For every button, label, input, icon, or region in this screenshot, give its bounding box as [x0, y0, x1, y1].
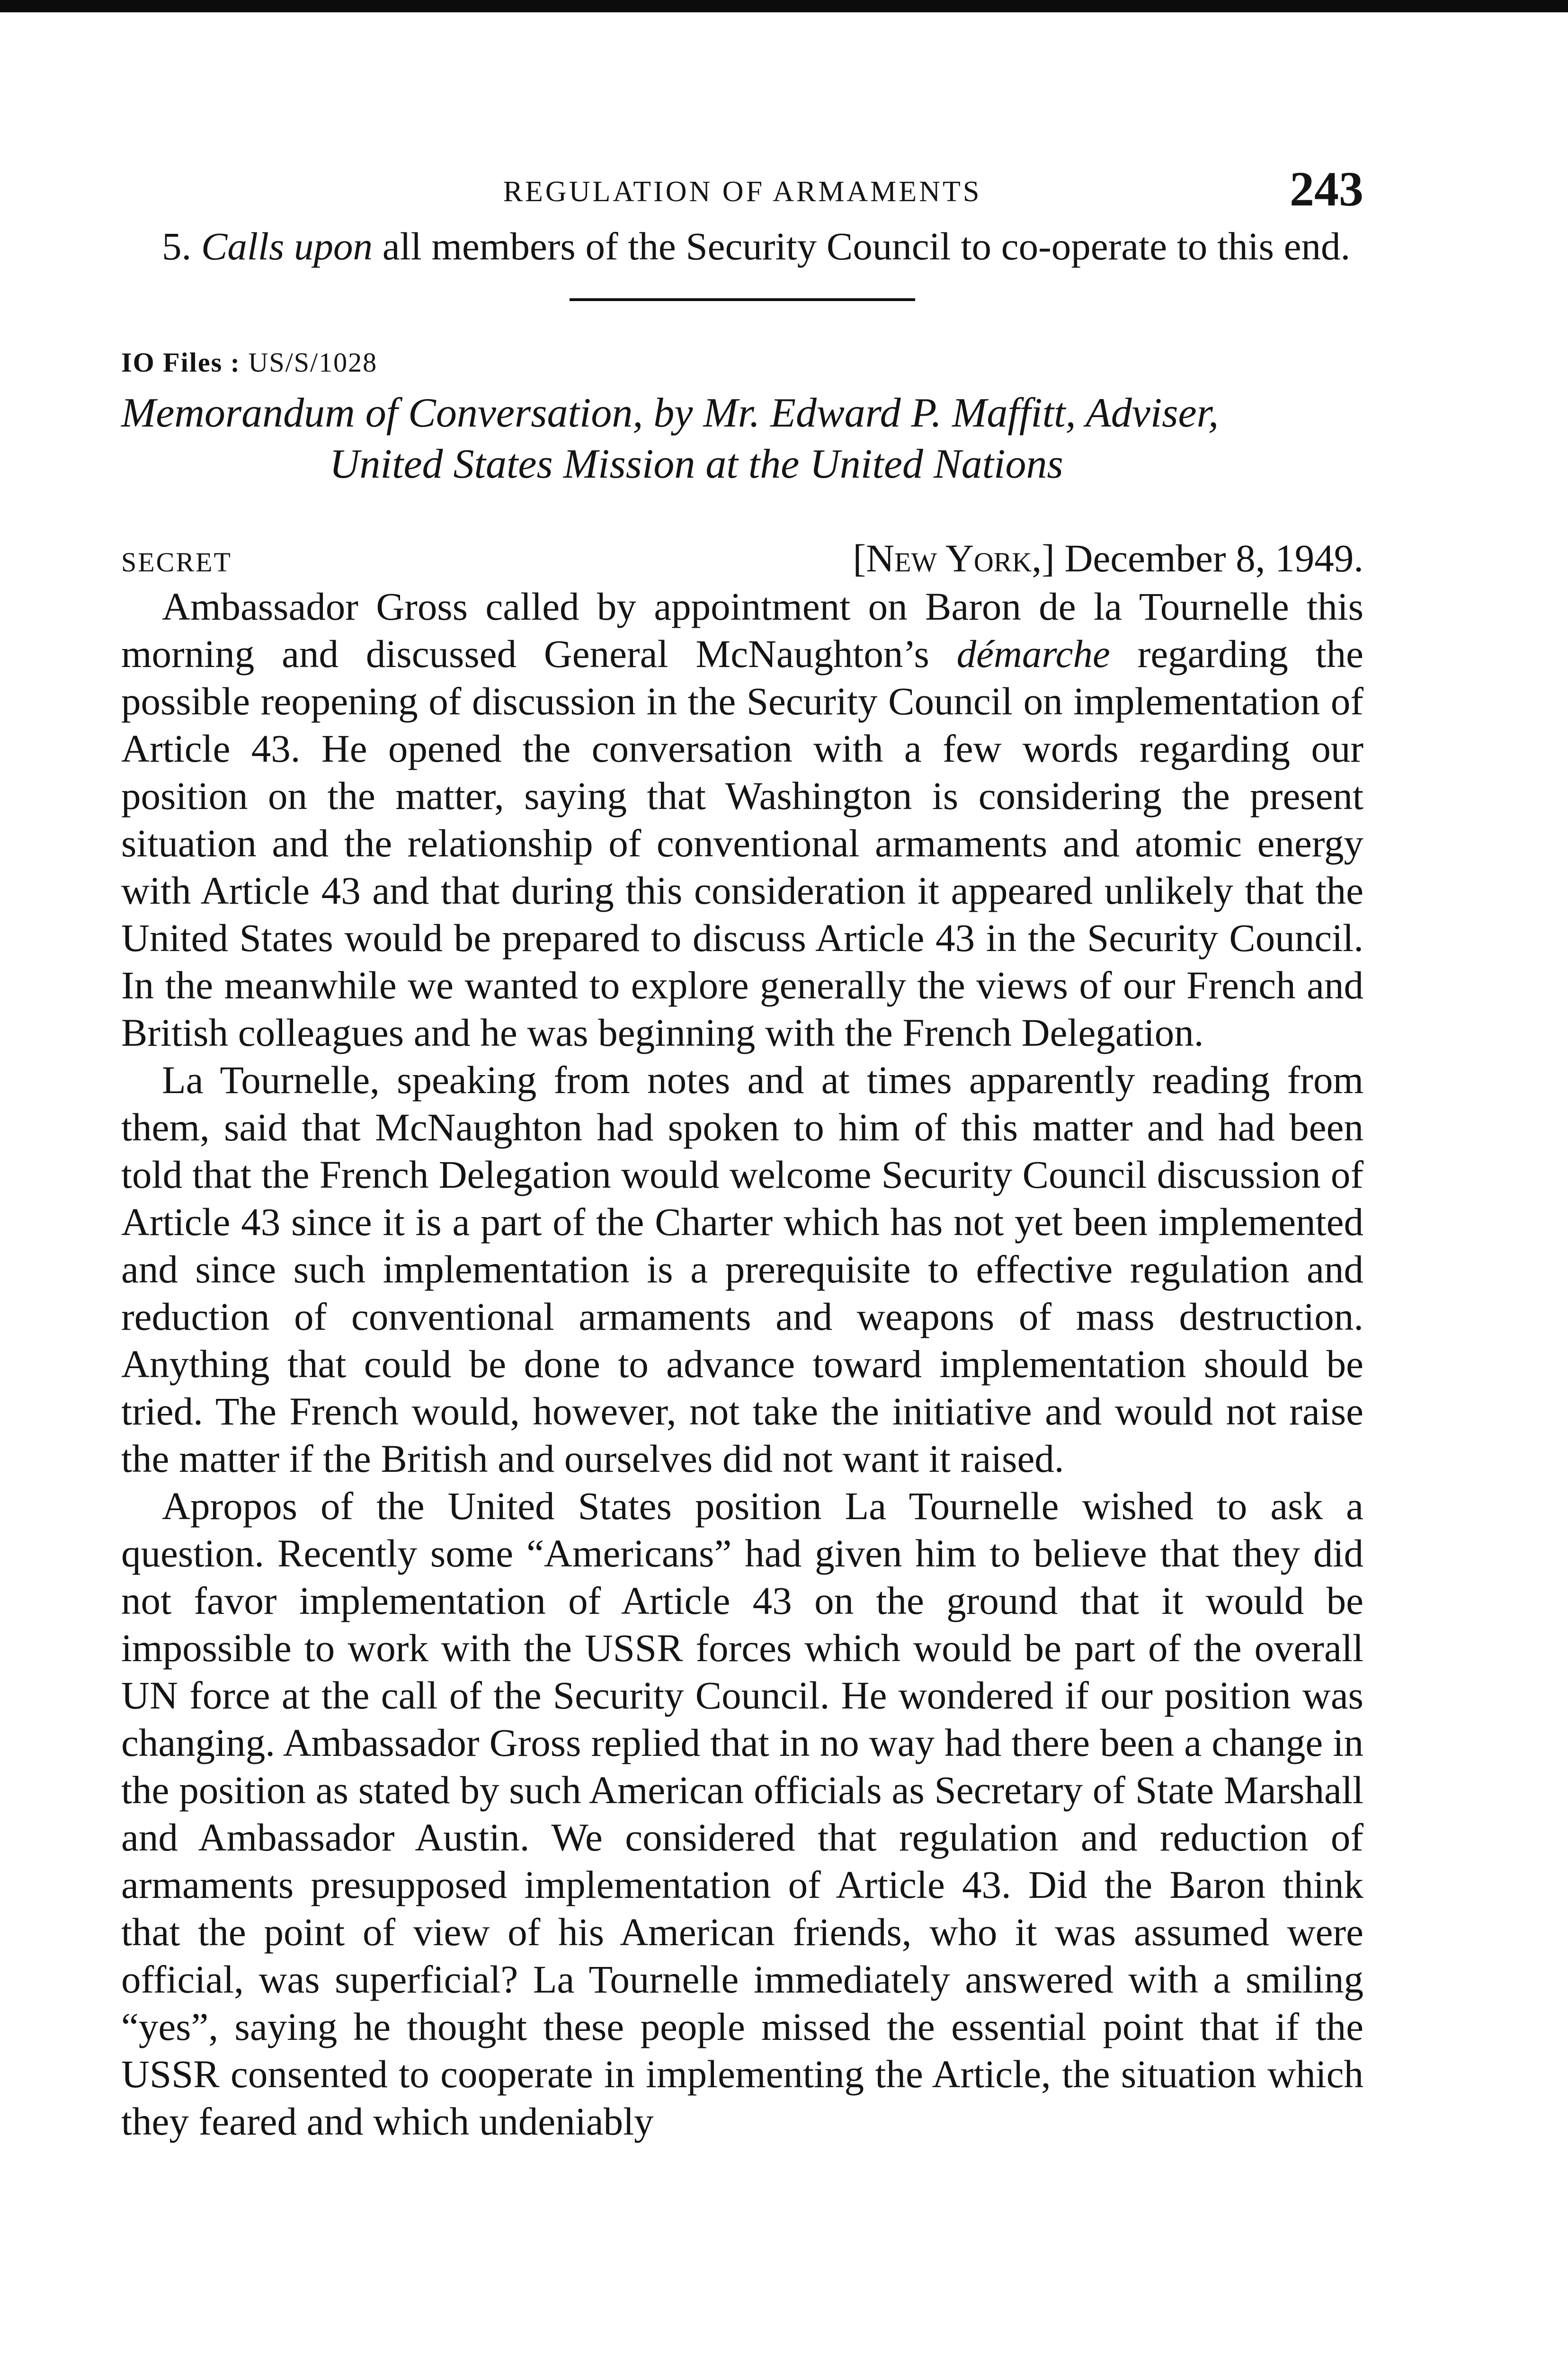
running-head — [121, 161, 1363, 222]
calls-upon-emphasis: Calls upon — [201, 224, 373, 268]
demarche-emphasis: démarche — [956, 632, 1110, 676]
page-number: 243 — [1290, 162, 1363, 216]
body-paragraph-1 — [121, 583, 1363, 1056]
scan-top-edge — [0, 0, 1568, 12]
preceding-resolution-item — [121, 222, 1363, 270]
paragraph-1-text-b: regarding the possible reopening of discussion in the Security Council on implementation of Article 43. He opened the conversation with a few words regarding our position on the matter, saying that Washington is considering the present situation and the relationship of conventional armaments and atomic energy with Article 43 and that during this consideration it appeared unlikely that the United States would be prepared to discuss Article 43 in the Security Council. In the meanwhile we wanted to explore generally the views of our French and British colleagues and he was beginning with the French Delegation. — [121, 632, 1363, 1054]
body-paragraph-3: Apropos of the United States position La Tournelle wished to ask a question. Recently some “Americans” had given him to believe that they did not favor implementation of Article 43 on the ground that it would be impossible to work with the USSR forces which would be part of the overall UN force at the call of the Security Council. He wondered if our position was changing. Ambassador Gross replied that in no way had there been a change in the position as stated by such American officials as Secretary of State Marshall and Ambassador Austin. We considered that regulation and reduction of armaments presupposed implementation of Article 43. Did the Baron think that the point of view of his American friends, who it was assumed were official, was superficial? La Tournelle immediately answered with a smiling “yes”, saying he thought these people missed the essential point that if the USSR consented to cooperate in implementing the Article, the situation which they feared and which undeniably — [121, 1484, 1363, 2143]
document-page — [121, 161, 1363, 2145]
paragraph-1-text-a: Ambassador Gross called by appointment on Baron de la Tournelle this morning and discussed General McNaughton’s — [121, 585, 1363, 676]
document-heading — [121, 388, 1363, 490]
item-text: all members of the Security Council to co-operate to this end. — [373, 224, 1351, 268]
item-number: 5. — [162, 224, 192, 268]
place-name: New York — [866, 536, 1032, 580]
body-paragraph-2: La Tournelle, speaking from notes and at times apparently reading from them, said that McNaughton had spoken to him of this matter and had been told that the French Delegation would welcome Security Council discussion of Article 43 since it is a part of the Charter which has not yet been implemented and since such implementation is a prerequisite to effective regulation and reduction of conventional armaments and weapons of mass destruction. Anything that could be done to advance toward implementation should be tried. The French would, however, not take the initiative and would not raise the matter if the British and ourselves did not want it raised. — [121, 1058, 1363, 1480]
place-bracket-close: ,] — [1032, 536, 1055, 580]
dateline-row — [121, 535, 1363, 581]
document-date: December 8, 1949. — [1064, 536, 1363, 580]
running-title: REGULATION OF ARMAMENTS — [503, 176, 982, 208]
dateline — [853, 535, 1363, 581]
section-divider — [570, 298, 915, 301]
file-label: IO Files : — [121, 347, 241, 378]
place-bracket-open: [ — [853, 536, 866, 580]
heading-line-2: United States Mission at the United Nations — [330, 441, 1063, 487]
classification-marking: SECRET — [121, 547, 232, 578]
file-number: US/S/1028 — [248, 347, 378, 378]
heading-line-1: Memorandum of Conversation, by Mr. Edward P. Maffitt, Adviser, — [121, 390, 1219, 436]
file-reference — [121, 347, 1363, 378]
